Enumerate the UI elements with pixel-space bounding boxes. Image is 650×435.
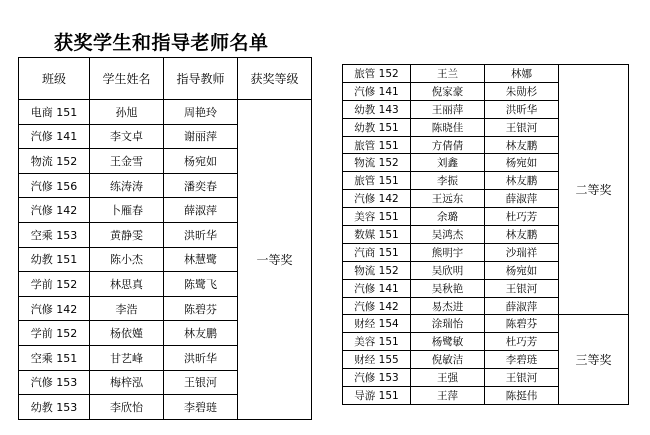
student-cell: 杨依嫤: [90, 321, 164, 346]
teacher-cell: 谢丽萍: [164, 124, 238, 149]
teacher-cell: 杨宛如: [164, 149, 238, 174]
student-cell: 熊明宇: [411, 243, 485, 261]
teacher-cell: 杜巧芳: [485, 333, 559, 351]
teacher-cell: 李碧琏: [164, 395, 238, 420]
student-cell: 李欣怡: [90, 395, 164, 420]
student-cell: 陈小杰: [90, 247, 164, 272]
student-cell: 李振: [411, 172, 485, 190]
award-level-cell: 一等奖: [238, 100, 312, 420]
class-cell: 电商 151: [19, 100, 90, 125]
class-cell: 美容 151: [343, 333, 411, 351]
class-cell: 幼教 151: [343, 118, 411, 136]
class-cell: 物流 152: [343, 154, 411, 172]
student-cell: 倪家豪: [411, 82, 485, 100]
teacher-cell: 王银河: [164, 370, 238, 395]
student-cell: 陈晓佳: [411, 118, 485, 136]
table-row: [343, 65, 629, 83]
student-cell: 林思真: [90, 272, 164, 297]
class-cell: 物流 152: [19, 149, 90, 174]
student-cell: 甘艺峰: [90, 345, 164, 370]
header-teacher: 指导教师: [164, 58, 238, 100]
teacher-cell: 陈挺伟: [485, 387, 559, 405]
student-cell: 涂瑞怡: [411, 315, 485, 333]
class-cell: 幼教 151: [19, 247, 90, 272]
second-third-prize-body: [343, 65, 629, 405]
student-cell: 黄静雯: [90, 222, 164, 247]
teacher-cell: 薛淑萍: [164, 198, 238, 223]
first-prize-body: [19, 100, 312, 420]
teacher-cell: 洪昕华: [485, 100, 559, 118]
class-cell: 学前 152: [19, 272, 90, 297]
class-cell: 空乘 153: [19, 222, 90, 247]
class-cell: 美容 151: [343, 208, 411, 226]
teacher-cell: 沙瑞祥: [485, 243, 559, 261]
header-row: [19, 58, 312, 100]
student-cell: 孙旭: [90, 100, 164, 125]
teacher-cell: 洪昕华: [164, 222, 238, 247]
class-cell: 旅管 151: [343, 172, 411, 190]
class-cell: 幼教 153: [19, 395, 90, 420]
class-cell: 物流 152: [343, 261, 411, 279]
teacher-cell: 林友鹏: [164, 321, 238, 346]
student-cell: 吴秋艳: [411, 279, 485, 297]
teacher-cell: 林友鹏: [485, 136, 559, 154]
student-cell: 王丽萍: [411, 100, 485, 118]
student-cell: 李浩: [90, 296, 164, 321]
class-cell: 汽修 142: [343, 297, 411, 315]
teacher-cell: 王银河: [485, 118, 559, 136]
teacher-cell: 薛淑萍: [485, 297, 559, 315]
student-cell: 吴欣明: [411, 261, 485, 279]
student-cell: 梅梓泓: [90, 370, 164, 395]
teacher-cell: 林娜: [485, 65, 559, 83]
award-level-cell: 二等奖: [559, 65, 629, 315]
student-cell: 卜雁春: [90, 198, 164, 223]
student-cell: 余璐: [411, 208, 485, 226]
teacher-cell: 陈碧芬: [164, 296, 238, 321]
teacher-cell: 薛淑萍: [485, 190, 559, 208]
table-row: [19, 100, 312, 125]
class-cell: 汽修 142: [19, 198, 90, 223]
teacher-cell: 陈鹭飞: [164, 272, 238, 297]
student-cell: 刘鑫: [411, 154, 485, 172]
table-row: [343, 315, 629, 333]
class-cell: 汽修 141: [19, 124, 90, 149]
student-cell: 方倩倩: [411, 136, 485, 154]
teacher-cell: 杜巧芳: [485, 208, 559, 226]
teacher-cell: 潘奕春: [164, 173, 238, 198]
student-cell: 练涛涛: [90, 173, 164, 198]
header-student: 学生姓名: [90, 58, 164, 100]
student-cell: 王远东: [411, 190, 485, 208]
class-cell: 汽修 141: [343, 279, 411, 297]
header-award: 获奖等级: [238, 58, 312, 100]
class-cell: 汽修 141: [343, 82, 411, 100]
teacher-cell: 杨宛如: [485, 154, 559, 172]
teacher-cell: 林友鹏: [485, 226, 559, 244]
student-cell: 杨鹭敏: [411, 333, 485, 351]
teacher-cell: 杨宛如: [485, 261, 559, 279]
teacher-cell: 王银河: [485, 279, 559, 297]
teacher-cell: 周艳玲: [164, 100, 238, 125]
class-cell: 数媒 151: [343, 226, 411, 244]
student-cell: 李文卓: [90, 124, 164, 149]
class-cell: 旅管 152: [343, 65, 411, 83]
award-level-cell: 三等奖: [559, 315, 629, 404]
class-cell: 财经 154: [343, 315, 411, 333]
student-cell: 倪敏洁: [411, 351, 485, 369]
class-cell: 学前 152: [19, 321, 90, 346]
teacher-cell: 陈碧芬: [485, 315, 559, 333]
teacher-cell: 朱勋杉: [485, 82, 559, 100]
class-cell: 幼教 143: [343, 100, 411, 118]
class-cell: 汽修 142: [19, 296, 90, 321]
student-cell: 吴鸿杰: [411, 226, 485, 244]
first-prize-table: [18, 57, 312, 420]
teacher-cell: 洪昕华: [164, 345, 238, 370]
teacher-cell: 林友鹏: [485, 172, 559, 190]
teacher-cell: 王银河: [485, 369, 559, 387]
student-cell: 王兰: [411, 65, 485, 83]
second-third-prize-table: [342, 64, 629, 405]
class-cell: 汽修 156: [19, 173, 90, 198]
class-cell: 财经 155: [343, 351, 411, 369]
class-cell: 旅管 151: [343, 136, 411, 154]
page-title: 获奖学生和指导老师名单: [54, 32, 269, 54]
teacher-cell: 李碧琏: [485, 351, 559, 369]
class-cell: 汽修 153: [343, 369, 411, 387]
header-class: 班级: [19, 58, 90, 100]
class-cell: 导游 151: [343, 387, 411, 405]
class-cell: 汽修 153: [19, 370, 90, 395]
class-cell: 汽商 151: [343, 243, 411, 261]
class-cell: 空乘 151: [19, 345, 90, 370]
student-cell: 易杰进: [411, 297, 485, 315]
student-cell: 王强: [411, 369, 485, 387]
class-cell: 汽修 142: [343, 190, 411, 208]
student-cell: 王萍: [411, 387, 485, 405]
teacher-cell: 林慧鹭: [164, 247, 238, 272]
student-cell: 王金雪: [90, 149, 164, 174]
